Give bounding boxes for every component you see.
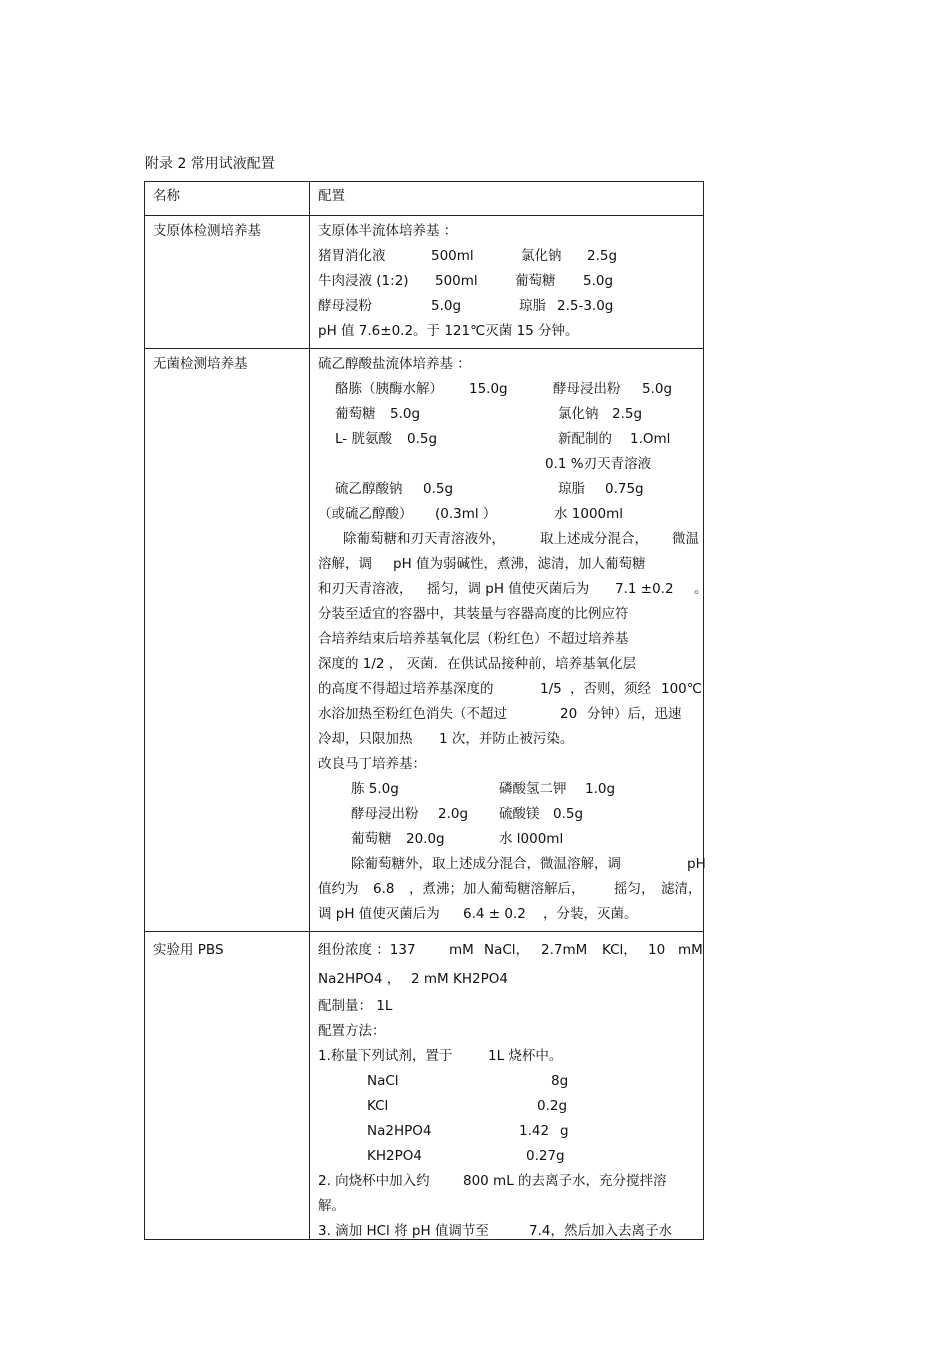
text: 氯化钠 [521, 248, 562, 264]
text: 硫酸镁 [499, 806, 540, 822]
text: 2.5g [587, 248, 618, 264]
text: 0.27g [526, 1148, 565, 1164]
text: 新配制的 [558, 431, 612, 447]
text: 20 [560, 706, 578, 722]
text: 10 [648, 942, 666, 958]
text: 500ml [435, 273, 478, 289]
text: 水 1000ml [554, 506, 624, 522]
text: 1.42 [519, 1123, 550, 1139]
text: Na2HPO4 [367, 1123, 432, 1139]
text: 0.75g [605, 481, 644, 497]
text: 除葡萄糖外，取上述成分混合，微温溶解，调 [351, 856, 621, 872]
text: KCl， [602, 942, 637, 958]
text: 5.0g [642, 381, 673, 397]
text: 2.0g [438, 806, 469, 822]
text: 微温 [672, 531, 699, 547]
text: 组份浓度 ：137 [318, 942, 416, 958]
text: 3. 滴加 HCl 将 pH 值调节至 [318, 1223, 489, 1239]
text: 深度的 1/2 ， 灭菌．在供试品接种前，培养基氧化层 [318, 656, 637, 672]
text: NaCl， [484, 942, 530, 958]
text: mM [678, 942, 703, 958]
text: pH [687, 856, 706, 872]
text: 1.称量下列试剂，置于 [318, 1048, 453, 1064]
text: 1.0g [585, 781, 616, 797]
text: 调 pH 值使灭菌后为 [318, 906, 440, 922]
text: KCl [367, 1098, 389, 1114]
text: 6.4 ± 0.2 [463, 906, 526, 922]
text: 摇匀，调 pH 值使灭菌后为 [427, 581, 590, 597]
text: 合培养结束后培养基氧化层（粉红色）不超过培养基 [318, 631, 629, 647]
text: ，煮沸；加人葡萄糖溶解后， [409, 881, 585, 897]
text: g [560, 1123, 569, 1139]
text: 20.0g [406, 831, 445, 847]
text: 酵母浸出粉 [351, 806, 419, 822]
text: 滤清， [661, 881, 702, 897]
text: 的高度不得超过培养基深度的 [318, 681, 494, 697]
table-row [145, 216, 704, 349]
text: 2 mM KH2PO4 [411, 971, 508, 987]
text: 冷却，只限加热 [318, 731, 413, 747]
text: 800 mL 的去离子水，充分搅拌溶 [463, 1173, 667, 1189]
text: 7.1 ±0.2 [615, 581, 674, 597]
row-config [310, 932, 704, 1240]
text: KH2PO4 [367, 1148, 422, 1164]
text: 8g [551, 1073, 569, 1089]
text: 100℃ [661, 681, 702, 697]
row-name: 实验用 PBS [145, 932, 310, 1240]
text: （或硫乙醇酸） [318, 506, 413, 522]
text: 分钟）后，迅速 [587, 706, 682, 722]
text: L- 胱氨酸 [335, 431, 392, 447]
text: 1.Oml [630, 431, 671, 447]
text: 支原体半流体培养基 ： [318, 223, 458, 239]
header-name: 名称 [145, 182, 310, 216]
text: 2.5-3.0g [557, 298, 614, 314]
text: 5.0g [390, 406, 421, 422]
text: 葡萄糖 [335, 406, 376, 422]
text: 解。 [318, 1198, 345, 1214]
text: 酵母浸粉 [318, 298, 372, 314]
text: 琼脂 [519, 298, 546, 314]
text: 葡萄糖 [351, 831, 392, 847]
text: mM [449, 942, 474, 958]
text: 6.8 [373, 881, 395, 897]
text: 水浴加热至粉红色消失（不超过 [318, 706, 507, 722]
text: 0.5g [423, 481, 454, 497]
text: ，分装，灭菌。 [543, 906, 638, 922]
text: 硫乙醇酸盐流体培养基 ： [318, 356, 471, 372]
text: 0.5g [553, 806, 584, 822]
text: NaCl [367, 1073, 399, 1089]
table-header-row [145, 182, 704, 216]
text: 改良马丁培养基： [318, 756, 426, 772]
text: 硫乙醇酸钠 [335, 481, 403, 497]
text: 2. 向烧杯中加入约 [318, 1173, 430, 1189]
text: 0.5g [407, 431, 438, 447]
text: 和刃天青溶液， [318, 581, 413, 597]
text: 胨 5.0g [351, 781, 399, 797]
appendix-caption: 附录 2 常用试液配置 [145, 156, 275, 172]
text: 除葡萄糖和刃天青溶液外， [343, 531, 505, 547]
text: 氯化钠 [558, 406, 599, 422]
text: Na2HPO4 ， [318, 971, 401, 987]
table-row [145, 932, 704, 1240]
text: 分装至适宜的容器中，其装量与容器高度的比例应符 [318, 606, 629, 622]
text: 15.0g [469, 381, 508, 397]
text: 猪胃消化液 [318, 248, 386, 264]
text: 5.0g [583, 273, 614, 289]
text: 摇匀， [614, 881, 655, 897]
text: 0.1 %刃天青溶液 [545, 456, 652, 472]
row-name: 支原体检测培养基 [145, 216, 310, 349]
text: 琼脂 [558, 481, 585, 497]
text: 1L 烧杯中。 [488, 1048, 563, 1064]
text: 1/5 [540, 681, 562, 697]
text: 酵母浸出粉 [553, 381, 621, 397]
text: (0.3ml ） [435, 506, 497, 522]
text: 5.0g [431, 298, 462, 314]
text: 7.4，然后加入去离子水 [529, 1223, 672, 1239]
text: 配置方法： [318, 1023, 386, 1039]
header-config: 配置 [310, 182, 704, 216]
table-row [145, 349, 704, 932]
text: 酪胨（胰酶水解） [335, 381, 443, 397]
text: 2.7mM [541, 942, 588, 958]
text: 配制量： 1L [318, 998, 393, 1014]
text: pH 值为弱碱性，煮沸，滤清，加人葡萄糖 [393, 556, 646, 572]
text: 值约为 [318, 881, 359, 897]
text: 溶解，调 [318, 556, 372, 572]
text: 葡萄糖 [515, 273, 556, 289]
row-config [310, 349, 708, 932]
text: 0.2g [537, 1098, 568, 1114]
text: 牛肉浸液 (1:2) [318, 273, 409, 289]
text: 。 [694, 581, 708, 597]
text: 水 l000ml [499, 831, 564, 847]
text: ，否则，须经 [570, 681, 651, 697]
reagent-table [144, 181, 708, 1240]
text: 2.5g [612, 406, 643, 422]
text: 1 次，并防止被污染。 [439, 731, 574, 747]
text: 取上述成分混合， [540, 531, 648, 547]
row-name: 无菌检测培养基 [145, 349, 310, 932]
text: pH 值 7.6±0.2。于 121℃灭菌 15 分钟。 [318, 323, 579, 339]
row-config [310, 216, 704, 349]
text: 500ml [431, 248, 474, 264]
text: 磷酸氢二钾 [499, 781, 567, 797]
